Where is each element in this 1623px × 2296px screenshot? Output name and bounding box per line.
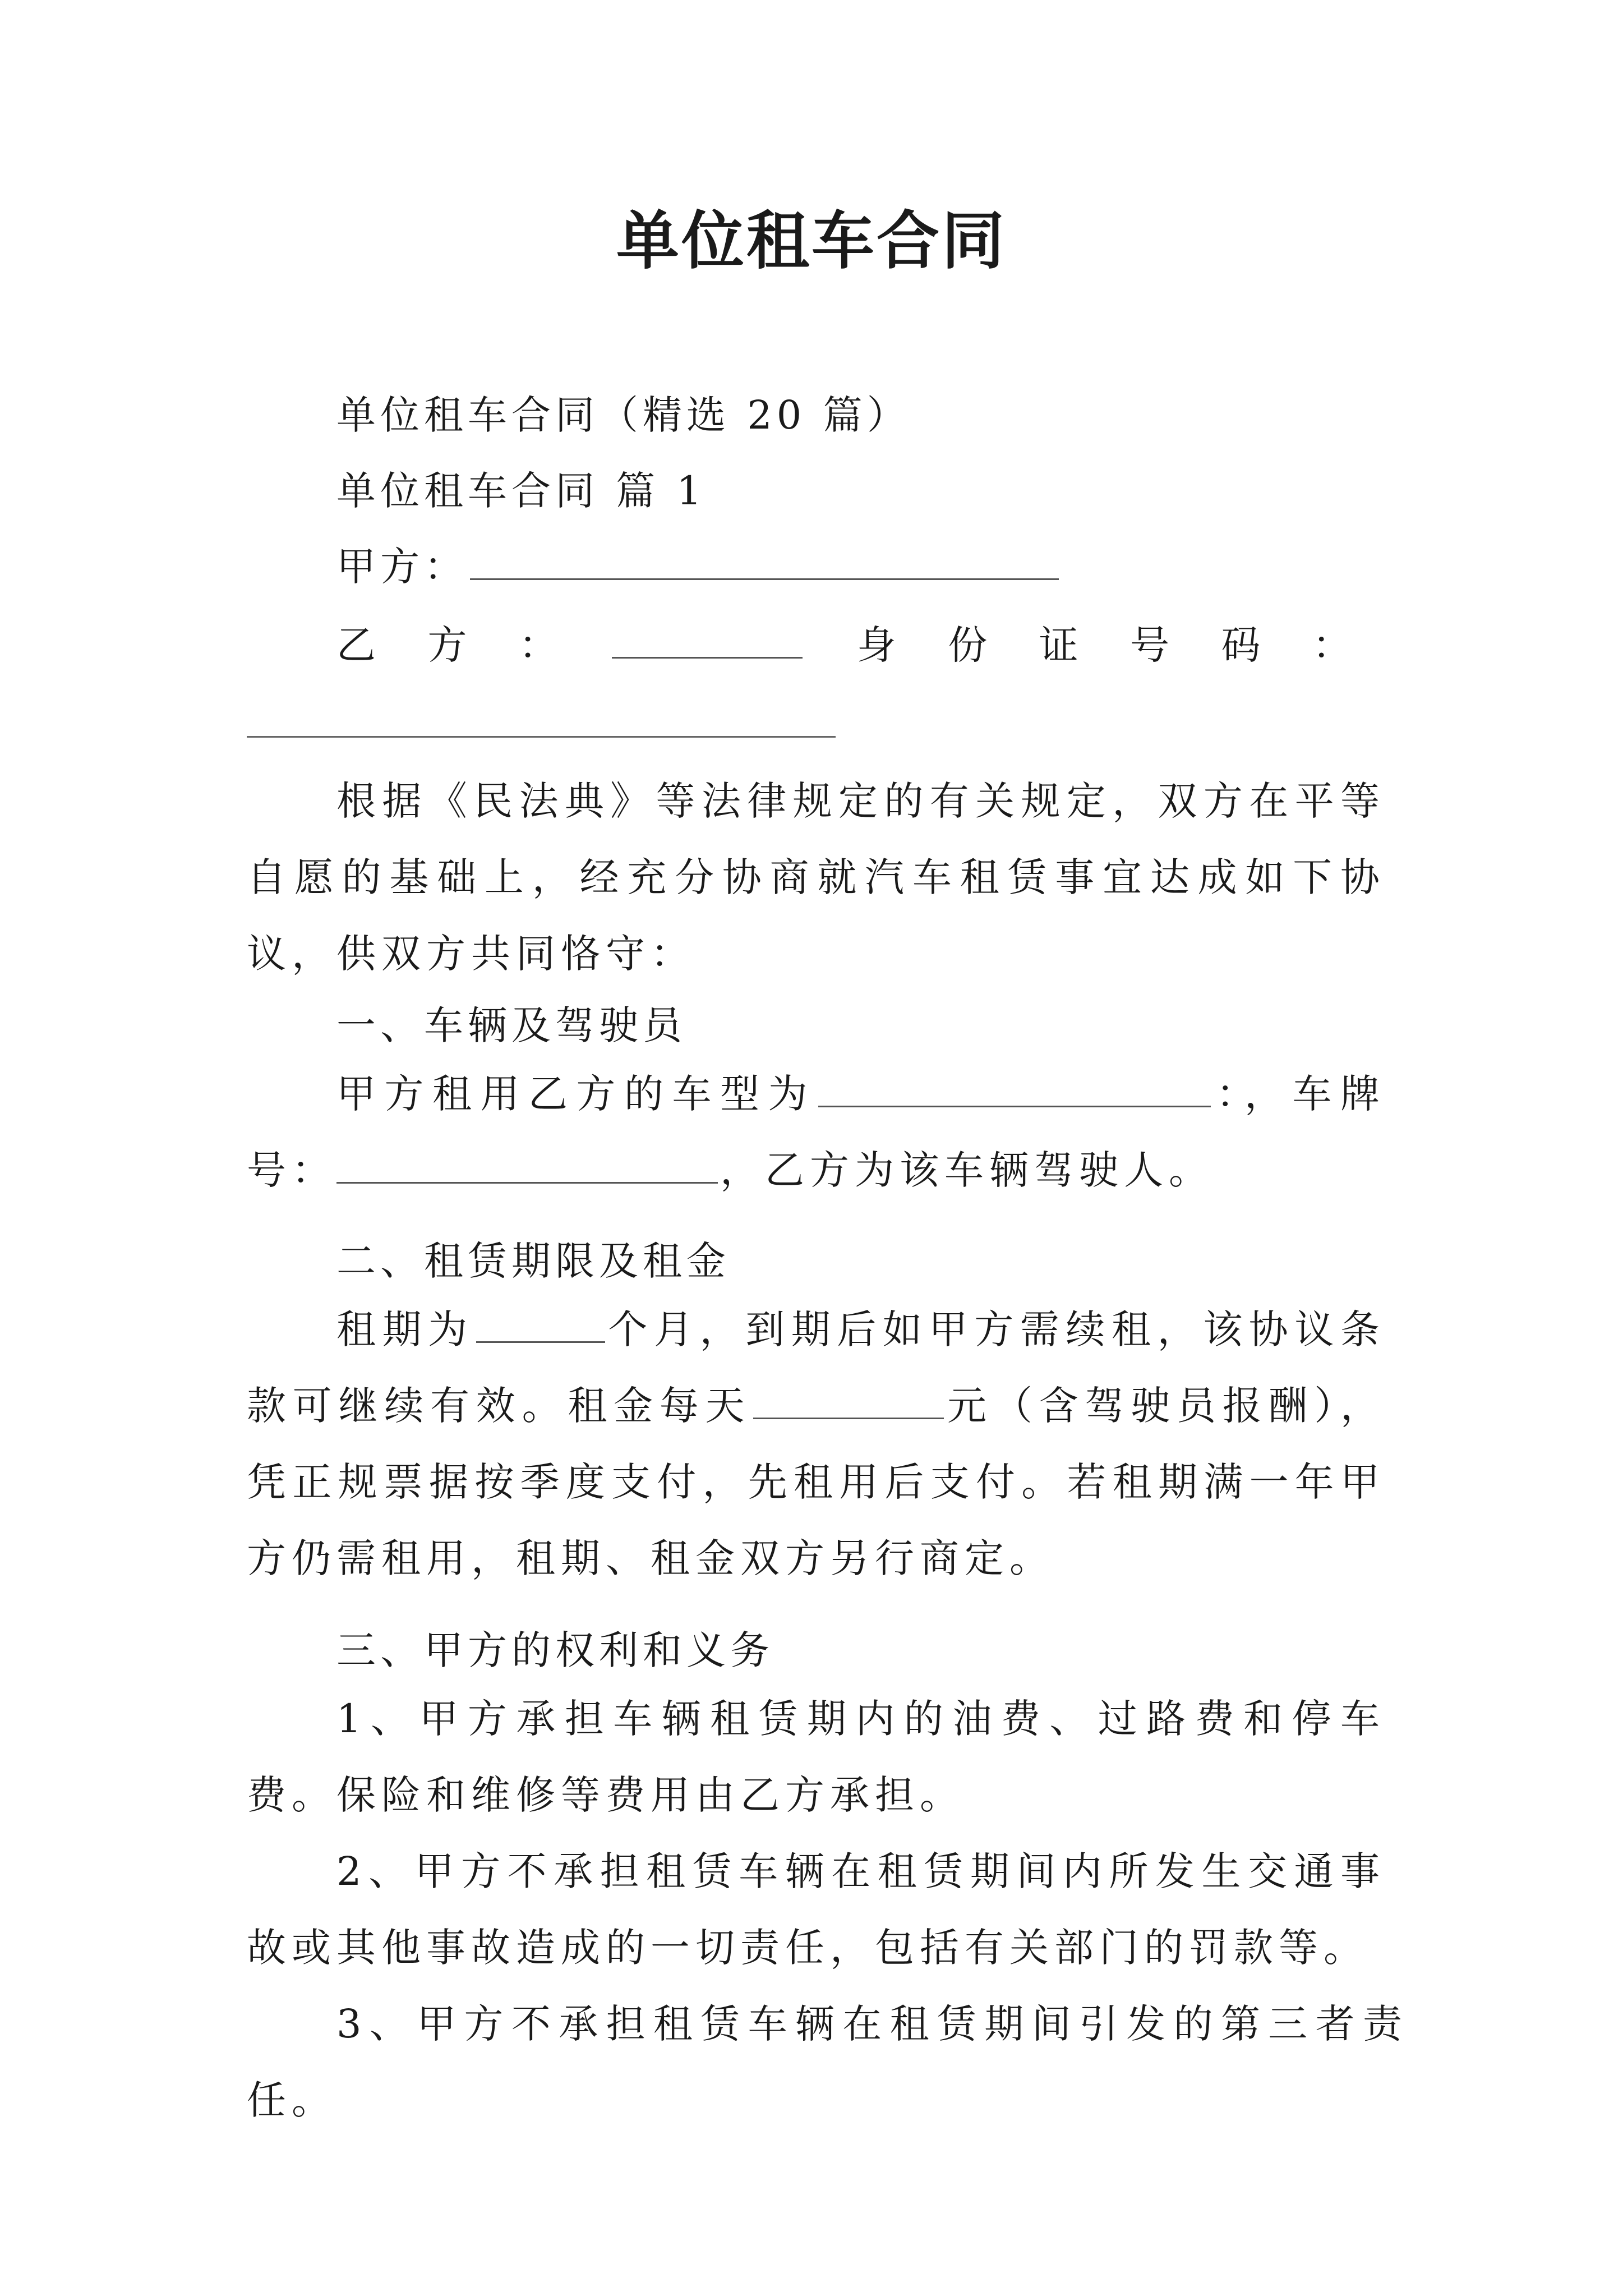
party-b-char: ： bbox=[518, 622, 558, 668]
party-b-char: 码 bbox=[1221, 622, 1261, 668]
document-subtitle: 单位租车合同（精选 20 篇） bbox=[336, 392, 911, 438]
party-b-char: 证 bbox=[1039, 622, 1078, 668]
clause1-text-3: ，乙方为该车辆驾驶人。 bbox=[720, 1147, 1214, 1193]
clause2-text-1: 租期为 bbox=[336, 1306, 474, 1352]
clause2-paragraph bbox=[247, 1291, 1385, 1596]
clause2-text-3: 元（含驾驶员报酬），凭正规票据按季度支付，先租用后支付。若租期满一年甲方仍需租用，租期、租金双方另行商定。 bbox=[247, 1383, 1386, 1581]
clause1-paragraph bbox=[247, 1056, 1385, 1208]
clause1-text-2: ：，车牌号： bbox=[247, 1071, 1385, 1193]
party-b-name-blank bbox=[612, 623, 803, 659]
party-b-char: 乙 bbox=[336, 622, 376, 668]
party-b-char: 号 bbox=[1130, 622, 1170, 668]
clause3-item2: 2、甲方不承担租赁车辆在租赁期间内所发生交通事故或其他事故造成的一切责任，包括有关部门的罚款等。 bbox=[247, 1848, 1385, 1971]
clause2-heading: 二、租赁期限及租金 bbox=[336, 1238, 730, 1284]
plate-number-blank bbox=[336, 1148, 718, 1184]
party-a-label: 甲方： bbox=[336, 544, 468, 590]
party-b-row bbox=[336, 617, 1352, 673]
intro-paragraph: 根据《民法典》等法律规定的有关规定，双方在平等自愿的基础上，经充分协商就汽车租赁事宜达成如下协议，供双方共同恪守： bbox=[247, 778, 1385, 977]
id-number-blank bbox=[247, 736, 836, 738]
clause3-heading: 三、甲方的权利和义务 bbox=[336, 1627, 774, 1673]
party-b-char: 方 bbox=[427, 622, 467, 668]
party-b-char: 份 bbox=[948, 622, 988, 668]
clause1-heading: 一、车辆及驾驶员 bbox=[336, 1002, 686, 1048]
party-b-char: 身 bbox=[856, 622, 896, 668]
party-b-char: ： bbox=[1312, 622, 1352, 668]
party-a-blank bbox=[470, 545, 1059, 580]
document-title: 单位租车合同 bbox=[616, 204, 1007, 278]
daily-rent-blank bbox=[753, 1384, 944, 1419]
clause3-item1: 1、甲方承担车辆租赁期内的油费、过路费和停车费。保险和维修等费用由乙方承担。 bbox=[247, 1696, 1385, 1818]
clause3-item3: 3、甲方不承担租赁车辆在租赁期间引发的第三者责任。 bbox=[247, 2001, 1408, 2123]
clause1-text-1: 甲方租用乙方的车型为 bbox=[336, 1071, 816, 1117]
section-heading: 单位租车合同 篇 1 bbox=[336, 468, 707, 514]
car-model-blank bbox=[818, 1072, 1211, 1107]
clause2-text-2: 个月，到期后如甲方需续租，该协议条款可继续有效。租金每天 bbox=[247, 1306, 1386, 1429]
lease-months-blank bbox=[476, 1308, 605, 1343]
party-a-row bbox=[336, 539, 1061, 595]
